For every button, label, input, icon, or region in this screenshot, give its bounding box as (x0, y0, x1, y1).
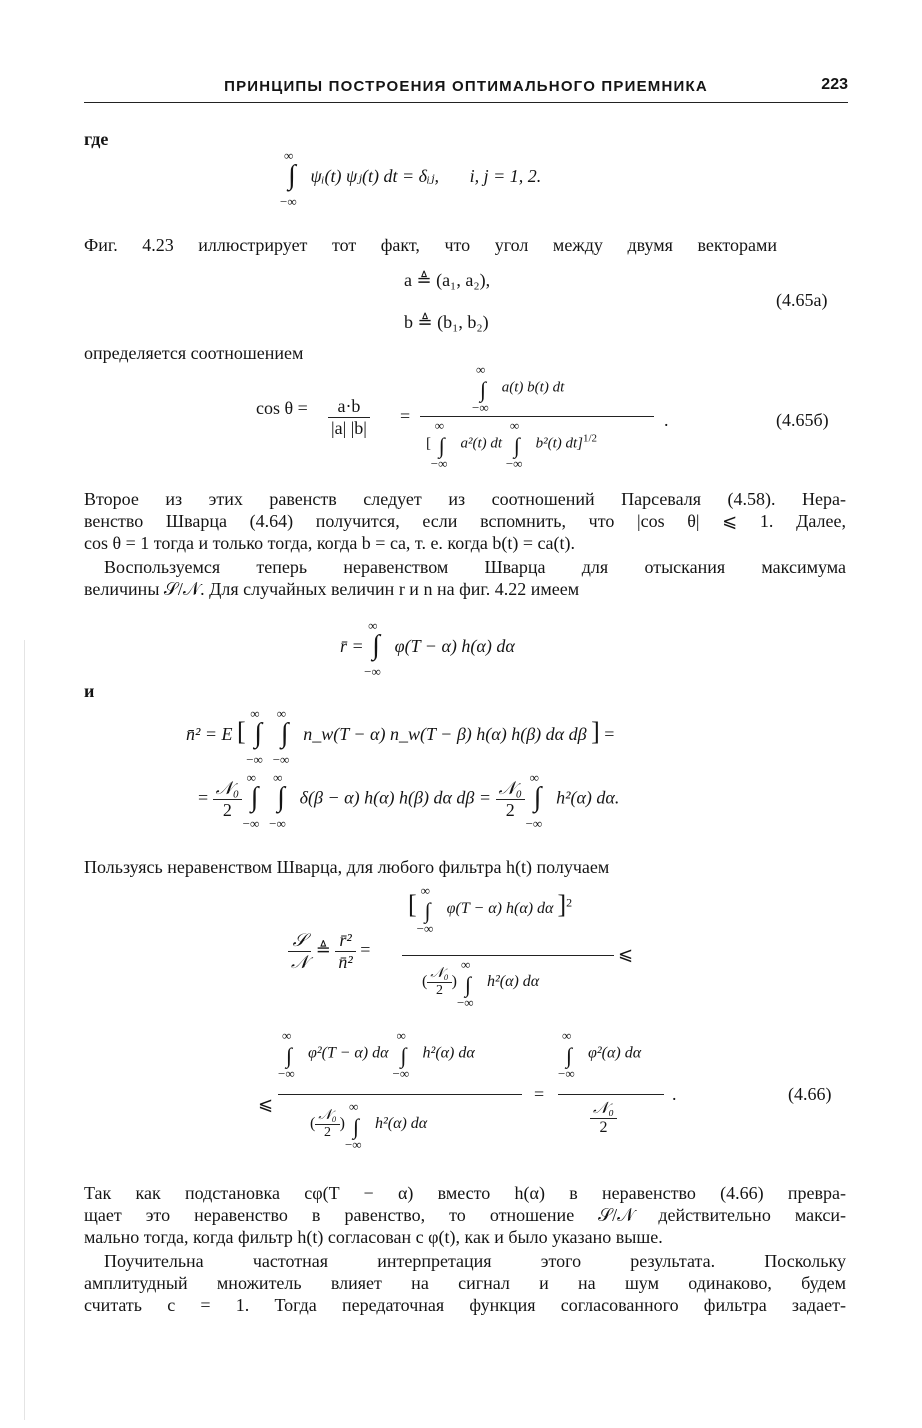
page-number: 223 (821, 76, 848, 93)
integral-sign: ∞ ∫ −∞ (269, 769, 286, 831)
scan-margin-line (24, 640, 25, 1420)
snr-denominator: ( $\frac{\text{𝒩₀}}{2}$ ) ∞ ∫ −∞ h²(α) dα (422, 956, 540, 1010)
paragraph-parseval-line2: венство Шварца (4.64) получится, если вспомнить, что |cos θ| ⩽ 1. Далее, (84, 511, 846, 531)
integral-sign: ∞ ∫ −∞ (430, 418, 448, 471)
paragraph-frequency-line3: считать c = 1. Тогда передаточная функция согласованного фильтра задает- (84, 1295, 846, 1315)
bound-less-equal: ⩽ (258, 1094, 274, 1114)
cos-period: . (664, 410, 669, 430)
integral-sign: ∞ ∫ −∞ (364, 618, 381, 679)
paragraph-defined-by: определяется соотношением (84, 343, 304, 363)
paragraph-frequency-line2: амплитудный множитель влияет на сигнал и на шум одинаково, будем (84, 1273, 846, 1293)
integral-sign: ∞ ∫ −∞ (525, 769, 543, 831)
integral-sign: ∞ ∫ −∞ (344, 1098, 362, 1152)
snr-less-equal: ⩽ (618, 944, 634, 964)
paragraph-substitution-line1: Так как подстановка cφ(T − α) вместо h(α) в неравенство (4.66) превра- (84, 1183, 846, 1203)
paragraph-parseval-line1: Второе из этих равенств следует из соотношений Парсеваля (4.58). Нера- (84, 489, 846, 509)
running-head-title: ПРИНЦИПЫ ПОСТРОЕНИЯ ОПТИМАЛЬНОГО ПРИЕМНИКА (224, 78, 708, 95)
signal-mean-equation: r̄ = ∞ ∫ −∞ φ(T − α) h(α) dα (340, 618, 515, 679)
bound-result-fraction-bar (558, 1094, 664, 1095)
cos-integral-numerator: ∞ ∫ −∞ a(t) b(t) dt (472, 362, 565, 415)
paragraph-schwarz-line1: Воспользуемся теперь неравенством Шварца для отыскания максимума (104, 557, 846, 577)
paragraph-any-filter: Пользуясь неравенством Шварца, для любого фильтра h(t) получаем (84, 857, 610, 877)
integral-sign: ∞ ∫ −∞ (416, 883, 434, 937)
integral-sign: ∞ ∫ −∞ (472, 362, 489, 415)
integral-sign: ∞ ∫ −∞ (246, 706, 263, 767)
paragraph-vectors: Фиг. 4.23 иллюстрирует тот факт, что угол между двумя векторами (84, 235, 777, 255)
noise-power-equation-line1: n̄² = E [ ∞ ∫ −∞ ∞ ∫ −∞ n_w(T − α) n_w(T − β) h(α) h(β) dα dβ ] = (186, 706, 615, 767)
bound-result-denominator: $\frac{\text{𝒩₀}}{2}$ (590, 1100, 617, 1137)
integral-sign: ∞ ∫ −∞ (280, 148, 297, 209)
integral-sign: ∞ ∫ −∞ (558, 1028, 575, 1081)
integral-sign: ∞ ∫ −∞ (505, 418, 523, 471)
paragraph-substitution-line3: мально тогда, когда фильтр h(t) согласован с φ(t), как и было указано выше. (84, 1227, 663, 1247)
orth-indices: i, j = 1, 2. (469, 166, 542, 187)
snr-fraction-bar (402, 955, 614, 956)
equation-label-465a: (4.65а) (776, 290, 828, 310)
snr-numerator: [ ∞ ∫ −∞ φ(T − α) h(α) dα ]$^2$ (408, 883, 573, 937)
cos-fraction-bar (420, 416, 654, 417)
paragraph-substitution-line2: щает это неравенство в равенство, то отношение 𝒮/𝒩 действительно макси- (84, 1205, 846, 1225)
integral-sign: ∞ ∫ −∞ (278, 1028, 295, 1081)
vector-b-definition: b ≜ (b₁, b₂) (404, 312, 489, 332)
integral-sign: ∞ ∫ −∞ (392, 1028, 410, 1081)
orth-integrand: ψᵢ(t) ψⱼ(t) dt = δᵢⱼ, (310, 166, 440, 187)
cos-denominator: |a| |b| (331, 418, 367, 438)
bound-equals: = (534, 1084, 545, 1104)
cos-numerator: a·b (328, 396, 370, 418)
integral-sign: ∞ ∫ −∞ (456, 956, 474, 1010)
cosine-lhs: cos θ = (256, 398, 308, 418)
cos-equals: = (400, 406, 411, 426)
integral-sign: ∞ ∫ −∞ (242, 769, 260, 831)
bound-numerator: ∞ ∫ −∞ φ²(T − α) dα ∞ ∫ −∞ h²(α) dα (278, 1028, 475, 1081)
orthonormality-equation (280, 148, 542, 209)
noise-power-equation-line2: = $\frac{\text{𝒩₀}}{2}$ ∞ ∫ −∞ ∞ ∫ −∞ δ(β − α) h(α) h(β) dα dβ = $\frac{\text{𝒩₀}}{2}$ ∞ ∫ −∞ h²(α) dα. (198, 769, 620, 831)
bound-fraction-bar (278, 1094, 522, 1095)
cosine-vector-fraction (328, 396, 370, 439)
bound-period: . (672, 1084, 677, 1104)
bound-denominator: ( $\frac{\text{𝒩₀}}{2}$ ) ∞ ∫ −∞ h²(α) dα (310, 1098, 428, 1152)
paragraph-frequency-line1: Поучительна частотная интерпретация этого результата. Поскольку (104, 1251, 846, 1271)
cos-integral-denominator: [ ∞ ∫ −∞ a²(t) dt ∞ ∫ −∞ b²(t) dt]$^{1/2}$ (426, 418, 598, 471)
equation-label-465b: (4.65б) (776, 410, 829, 430)
where-word: где (84, 129, 109, 149)
snr-definition-lhs: $\frac{\text{𝒮}}{\text{𝒩}}$ ≜ $\frac{\text{r̄²}}{\text{n̄²}}$ = (288, 930, 370, 973)
paragraph-schwarz-line2: величины 𝒮/𝒩. Для случайных величин r и n на фиг. 4.22 имеем (84, 579, 580, 599)
integral-sign: ∞ ∫ −∞ (272, 706, 290, 767)
paragraph-parseval-line3: cos θ = 1 тогда и только тогда, когда b = ca, т. е. когда b(t) = ca(t). (84, 533, 576, 553)
and-word: и (84, 681, 95, 701)
running-header (84, 76, 848, 103)
bound-result-numerator: ∞ ∫ −∞ φ²(α) dα (558, 1028, 642, 1081)
equation-label-466: (4.66) (788, 1084, 832, 1104)
vector-a-definition: a ≜ (a₁, a₂), (404, 270, 491, 290)
